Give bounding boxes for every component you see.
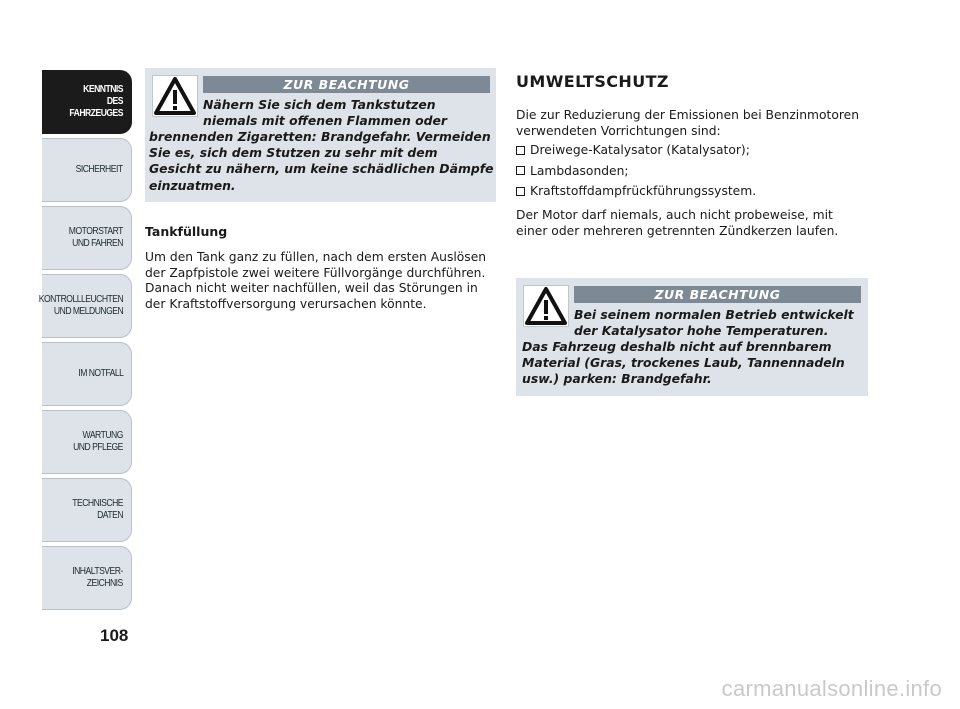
tab-label: MOTORSTART UND FAHREN	[68, 226, 123, 249]
watermark: carmanualsonline.info	[721, 676, 942, 701]
warning-triangle-icon	[152, 75, 198, 117]
warning-header: ZUR BEACHTUNG	[203, 76, 490, 93]
warning-box-tank	[145, 68, 496, 202]
tab-im-notfall[interactable]	[42, 342, 132, 406]
tab-label: IM NOTFALL	[77, 368, 123, 379]
warning-text: Bei seinem normalen Betrieb entwickelt der Katalysator hohe Temperaturen.	[574, 307, 854, 339]
paragraph-intro: Die zur Reduzierung der Emissionen bei Benzinmotoren verwendeten Vorrichtungen sind:	[516, 108, 859, 138]
list-item: Lambdasonden;	[516, 161, 756, 182]
tab-label: KENNTNIS DES FAHRZEUGES	[69, 84, 123, 119]
checkbox-bullet-icon	[516, 146, 525, 155]
paragraph-note: Der Motor darf niemals, auch nicht probeweise, mit einer oder mehreren getrennten Zündkerzen laufen.	[516, 208, 839, 238]
tab-wartung-und-pflege[interactable]	[42, 410, 132, 474]
tab-kenntnis-des-fahrzeuges[interactable]	[42, 70, 132, 134]
warning-box-catalyst	[516, 278, 868, 396]
tab-kontrollleuchten-und-meldungen[interactable]	[38, 274, 132, 338]
tab-label: TECHNISCHE DATEN	[72, 498, 123, 521]
tab-label: SICHERHEIT	[76, 164, 123, 175]
list-item: Dreiwege-Katalysator (Katalysator);	[516, 140, 756, 161]
warning-text-continued: brennenden Zigaretten: Brandgefahr. Vermeiden Sie es, sich dem Stutzen zu sehr mit dem Gesicht zu nähern, um keine schädlichen Dämpfe einzuatmen.	[149, 129, 494, 193]
tab-label: INHALTSVER- ZEICHNIS	[72, 566, 123, 589]
paragraph-tankfuellung: Um den Tank ganz zu füllen, nach dem ersten Auslösen der Zapfpistole zwei weitere Füllvorgänge durchführen. Danach nicht weiter nachfüllen, weil das Störungen in der Kraftstoffversorgung verursachen könnte.	[145, 250, 487, 311]
tab-motorstart-und-fahren[interactable]	[42, 206, 132, 270]
tab-inhaltsverzeichnis[interactable]	[42, 546, 132, 610]
tab-label: WARTUNG UND PFLEGE	[73, 430, 123, 453]
list-item: Kraftstoffdampfrückführungssystem.	[516, 181, 756, 202]
warning-header: ZUR BEACHTUNG	[574, 286, 861, 303]
checkbox-bullet-icon	[516, 187, 525, 196]
warning-triangle-icon	[523, 285, 569, 327]
subheading-tankfuellung: Tankfüllung	[145, 224, 228, 239]
section-title-umweltschutz: UMWELTSCHUTZ	[516, 72, 669, 91]
warning-text: Nähern Sie sich dem Tankstutzen niemals mit offenen Flammen oder	[203, 97, 447, 129]
tab-sicherheit[interactable]	[42, 138, 132, 202]
device-list	[516, 140, 756, 202]
tab-label: KONTROLLLEUCHTEN UND MELDUNGEN	[38, 294, 123, 317]
checkbox-bullet-icon	[516, 166, 525, 175]
warning-text-continued: Das Fahrzeug deshalb nicht auf brennbarem Material (Gras, trockenes Laub, Tannennadeln usw.) parken: Brandgefahr.	[522, 339, 845, 387]
page-number: 108	[100, 626, 129, 645]
tab-technische-daten[interactable]	[42, 478, 132, 542]
